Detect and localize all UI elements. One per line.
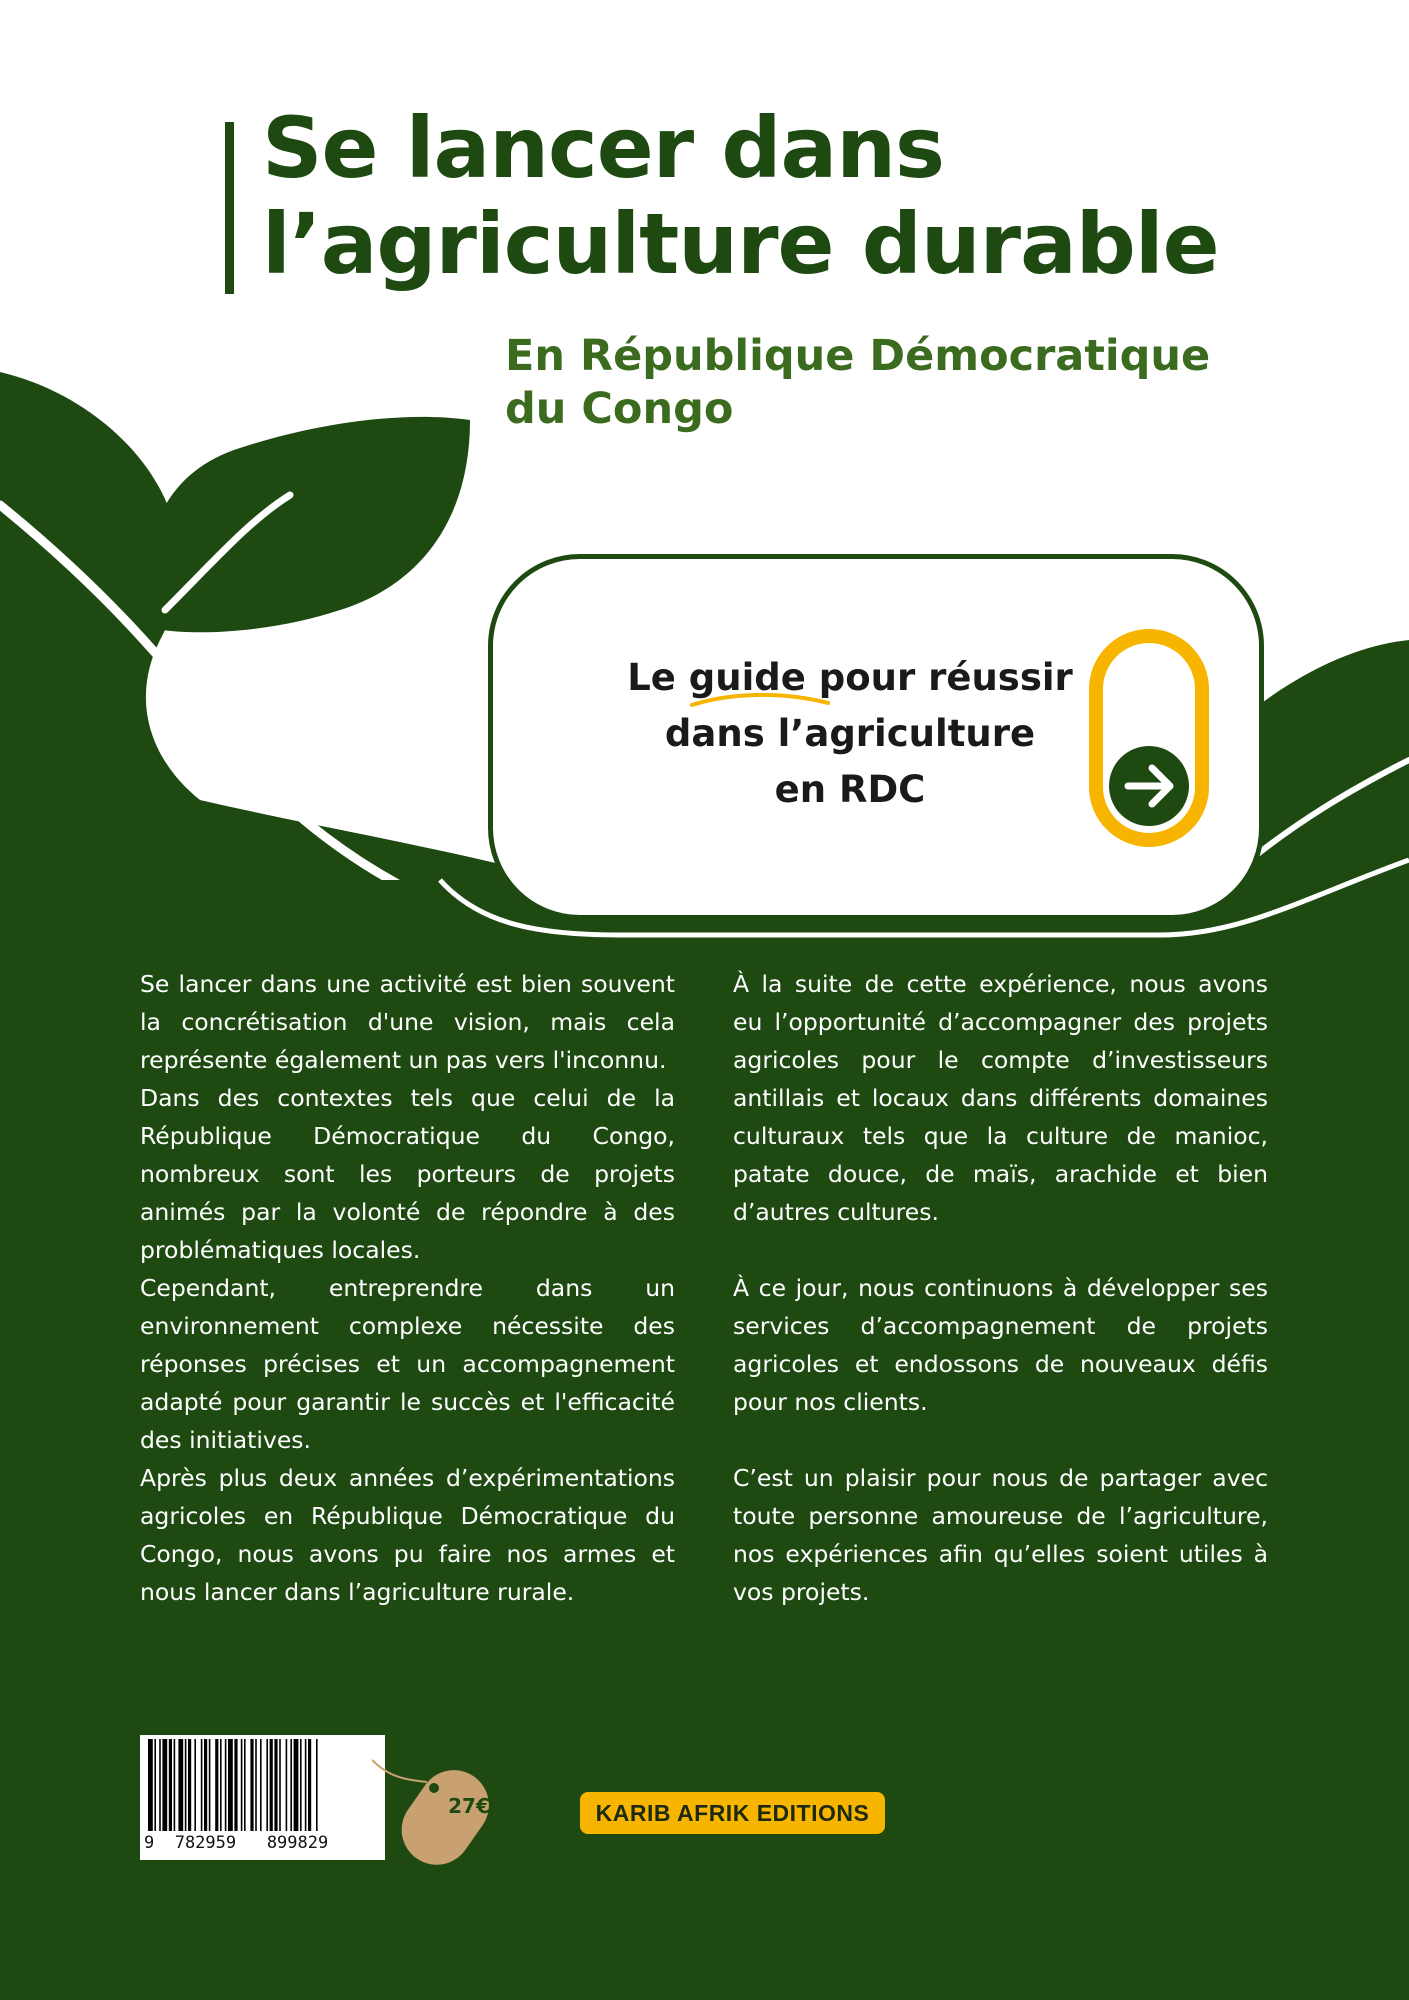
book-subtitle-line2: du Congo	[505, 384, 734, 434]
small-leaf	[147, 417, 470, 632]
barcode-bar	[194, 1739, 196, 1831]
body-paragraph: Cependant, entreprendre dans un environnement complexe nécessite des réponses précises et un accompagnement adapté pour garantir le succès et l'efficacité des initiatives.	[140, 1274, 675, 1454]
barcode-bar	[244, 1739, 246, 1831]
callout-text	[575, 650, 1125, 818]
book-title-line1: Se lancer dans	[262, 99, 945, 197]
body-left-column	[140, 965, 675, 1611]
publisher-badge: KARIB AFRIK EDITIONS	[580, 1792, 885, 1834]
body-paragraph: À la suite de cette expérience, nous avons eu l’opportunité d’accompagner des projets agricoles pour le compte d’investisseurs antillais et locaux dans différents domaines culturaux tels que la culture de manioc, patate douce, de maïs, arachide et bien d’autres cultures.	[733, 970, 1268, 1226]
body-paragraph: Après plus deux années d’expérimentations agricoles en République Démocratique du Congo, nous avons pu faire nos armes et nous lancer dans l’agriculture rurale.	[140, 1464, 675, 1606]
book-title	[262, 100, 1382, 292]
barcode-bar	[215, 1739, 218, 1831]
barcode-bar	[305, 1739, 307, 1831]
barcode-bar	[154, 1739, 156, 1831]
right-leaf	[1240, 640, 1409, 880]
guide-underline-swoosh	[690, 683, 830, 713]
book-subtitle-line1: En République Démocratique	[505, 331, 1211, 381]
barcode-bar	[255, 1739, 257, 1831]
barcode-bar	[266, 1739, 268, 1831]
barcode-bar	[294, 1739, 299, 1831]
barcode-bar	[225, 1739, 227, 1831]
callout-line1: Le guide pour réussir	[627, 656, 1073, 699]
barcode-bar	[201, 1739, 203, 1831]
barcode-bar	[279, 1739, 281, 1831]
barcode-bar	[188, 1739, 191, 1831]
barcode-bar	[185, 1739, 187, 1831]
barcode-bar	[241, 1739, 243, 1831]
barcode-bar	[290, 1739, 292, 1831]
barcode-bar	[178, 1739, 183, 1831]
barcode-bar	[204, 1739, 207, 1831]
barcode-bar	[270, 1739, 273, 1831]
callout-line2: dans l’agriculture	[664, 712, 1036, 755]
body-paragraph: C’est un plaisir pour nous de partager avec toute personne amoureuse de l’agriculture, nos expériences afin qu’elles soient utiles à vos projets.	[733, 1464, 1268, 1606]
price-label: 27€	[448, 1794, 490, 1818]
body-paragraph: À ce jour, nous continuons à développer ses services d’accompagnement de projets agricoles et endossons de nouveaux défis pour nos clients.	[733, 1274, 1268, 1416]
barcode-bar	[234, 1739, 237, 1831]
callout-line3: en RDC	[774, 768, 926, 811]
barcode-bar	[316, 1739, 318, 1831]
toggle-switch-icon	[1088, 628, 1210, 848]
barcode-bars	[140, 1735, 385, 1835]
barcode-bar	[260, 1739, 262, 1831]
barcode-bar	[162, 1739, 167, 1831]
barcode-bar	[174, 1739, 176, 1831]
barcode-bar	[250, 1739, 253, 1831]
barcode-bar	[209, 1739, 211, 1831]
barcode-bar	[308, 1739, 311, 1831]
body-right-column	[733, 965, 1268, 1611]
barcode-bar	[159, 1739, 161, 1831]
barcode-bar	[169, 1739, 172, 1831]
barcode-bar	[274, 1739, 277, 1831]
book-title-line2: l’agriculture durable	[262, 195, 1219, 293]
body-paragraph: Dans des contextes tels que celui de la République Démocratique du Congo, nombreux sont les porteurs de projets animés par la volonté de répondre à des problématiques locales.	[140, 1084, 675, 1264]
body-paragraph: Se lancer dans une activité est bien souvent la concrétisation d'une vision, mais cela représente également un pas vers l'inconnu.	[140, 970, 675, 1074]
isbn-number: 9 782959 899829	[144, 1833, 329, 1853]
barcode-bar	[220, 1739, 222, 1831]
barcode-bar	[300, 1739, 302, 1831]
book-subtitle	[505, 330, 1365, 436]
barcode-bar	[286, 1739, 288, 1831]
barcode-bar	[148, 1739, 153, 1831]
barcode-bar	[228, 1739, 233, 1831]
title-accent-bar	[225, 122, 234, 294]
